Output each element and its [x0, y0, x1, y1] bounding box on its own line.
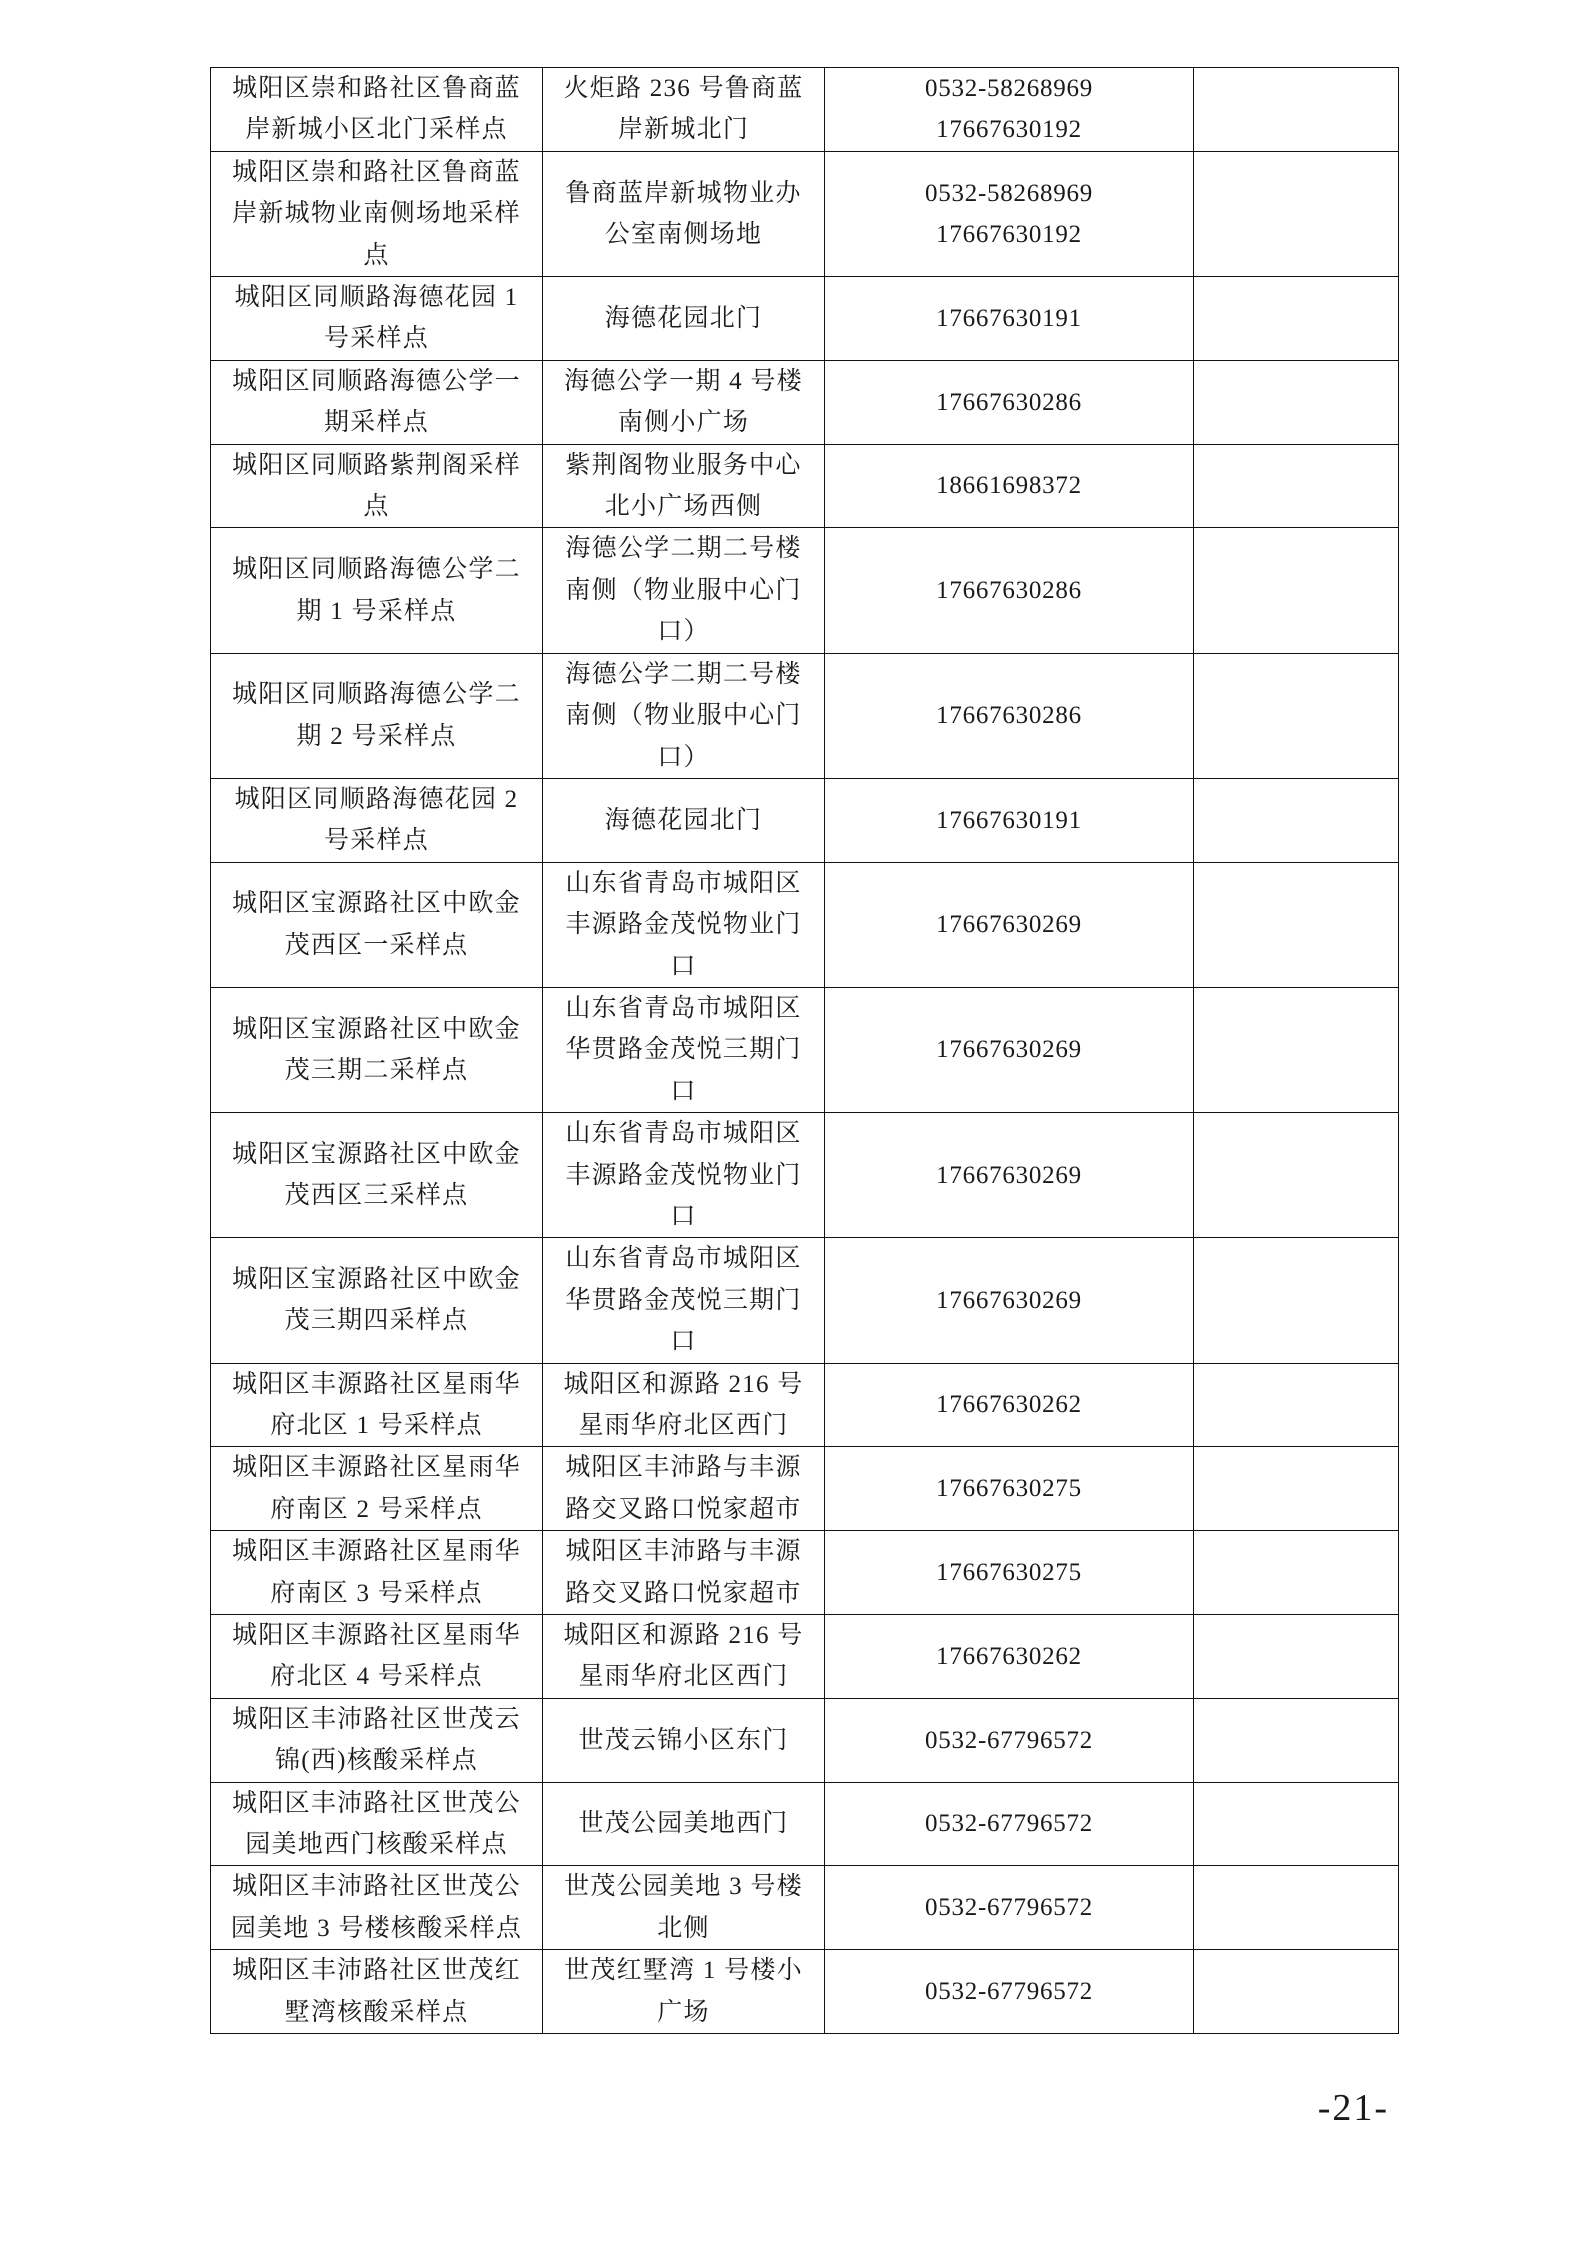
site-name-cell: 城阳区宝源路社区中欧金茂西区一采样点	[211, 862, 543, 987]
table-row	[211, 1447, 1399, 1531]
table-row	[211, 444, 1399, 528]
site-name-cell: 城阳区同顺路海德公学一期采样点	[211, 360, 543, 444]
address-cell: 世茂红墅湾 1 号楼小广场	[543, 1950, 825, 2034]
address-cell: 山东省青岛市城阳区华贯路金茂悦三期门口	[543, 987, 825, 1112]
phone-cell: 17667630191	[825, 277, 1194, 361]
phone-cell: 17667630286	[825, 360, 1194, 444]
address-cell: 海德公学一期 4 号楼南侧小广场	[543, 360, 825, 444]
remark-cell	[1194, 1782, 1399, 1866]
remark-cell	[1194, 1615, 1399, 1699]
remark-cell	[1194, 1531, 1399, 1615]
site-name-cell: 城阳区宝源路社区中欧金茂西区三采样点	[211, 1113, 543, 1238]
table-row	[211, 1113, 1399, 1238]
remark-cell	[1194, 1363, 1399, 1447]
address-cell: 世茂公园美地 3 号楼北侧	[543, 1866, 825, 1950]
phone-cell: 17667630262	[825, 1363, 1194, 1447]
site-name-cell: 城阳区丰源路社区星雨华府南区 3 号采样点	[211, 1531, 543, 1615]
table-row	[211, 1615, 1399, 1699]
address-cell: 城阳区丰沛路与丰源路交叉路口悦家超市	[543, 1447, 825, 1531]
site-name-cell: 城阳区同顺路海德公学二期 1 号采样点	[211, 528, 543, 653]
address-cell: 世茂公园美地西门	[543, 1782, 825, 1866]
site-name-cell: 城阳区崇和路社区鲁商蓝岸新城小区北门采样点	[211, 68, 543, 152]
address-cell: 城阳区和源路 216 号星雨华府北区西门	[543, 1363, 825, 1447]
table-row	[211, 1866, 1399, 1950]
address-cell: 紫荆阁物业服务中心北小广场西侧	[543, 444, 825, 528]
site-name-cell: 城阳区丰源路社区星雨华府南区 2 号采样点	[211, 1447, 543, 1531]
address-cell: 世茂云锦小区东门	[543, 1698, 825, 1782]
remark-cell	[1194, 653, 1399, 778]
site-name-cell: 城阳区丰沛路社区世茂云锦(西)核酸采样点	[211, 1698, 543, 1782]
table-row	[211, 1782, 1399, 1866]
phone-cell: 17667630262	[825, 1615, 1194, 1699]
phone-cell: 17667630275	[825, 1447, 1194, 1531]
remark-cell	[1194, 1866, 1399, 1950]
phone-cell: 0532-58268969 17667630192	[825, 68, 1194, 152]
table-row	[211, 68, 1399, 152]
remark-cell	[1194, 68, 1399, 152]
remark-cell	[1194, 778, 1399, 862]
table-row	[211, 277, 1399, 361]
site-name-cell: 城阳区丰沛路社区世茂红墅湾核酸采样点	[211, 1950, 543, 2034]
sampling-site-table	[210, 67, 1399, 2034]
site-name-cell: 城阳区同顺路海德花园 1 号采样点	[211, 277, 543, 361]
address-cell: 海德公学二期二号楼南侧（物业服中心门口）	[543, 528, 825, 653]
site-name-cell: 城阳区宝源路社区中欧金茂三期四采样点	[211, 1238, 543, 1363]
address-cell: 海德公学二期二号楼南侧（物业服中心门口）	[543, 653, 825, 778]
phone-cell: 18661698372	[825, 444, 1194, 528]
table-row	[211, 1363, 1399, 1447]
site-name-cell: 城阳区丰源路社区星雨华府北区 1 号采样点	[211, 1363, 543, 1447]
remark-cell	[1194, 1447, 1399, 1531]
table-row	[211, 778, 1399, 862]
remark-cell	[1194, 277, 1399, 361]
phone-cell: 17667630275	[825, 1531, 1194, 1615]
address-cell: 山东省青岛市城阳区华贯路金茂悦三期门口	[543, 1238, 825, 1363]
address-cell: 火炬路 236 号鲁商蓝岸新城北门	[543, 68, 825, 152]
phone-cell: 17667630191	[825, 778, 1194, 862]
phone-cell: 0532-67796572	[825, 1950, 1194, 2034]
phone-cell: 0532-67796572	[825, 1866, 1194, 1950]
table-row	[211, 653, 1399, 778]
phone-cell: 0532-67796572	[825, 1698, 1194, 1782]
site-name-cell: 城阳区丰沛路社区世茂公园美地西门核酸采样点	[211, 1782, 543, 1866]
phone-cell: 17667630286	[825, 653, 1194, 778]
phone-cell: 0532-58268969 17667630192	[825, 151, 1194, 276]
address-cell: 城阳区和源路 216 号星雨华府北区西门	[543, 1615, 825, 1699]
page-number: -21-	[1317, 2087, 1389, 2129]
remark-cell	[1194, 528, 1399, 653]
address-cell: 城阳区丰沛路与丰源路交叉路口悦家超市	[543, 1531, 825, 1615]
table-row	[211, 1698, 1399, 1782]
table-row	[211, 1531, 1399, 1615]
remark-cell	[1194, 444, 1399, 528]
phone-cell: 17667630269	[825, 1238, 1194, 1363]
phone-cell: 17667630269	[825, 987, 1194, 1112]
site-name-cell: 城阳区丰源路社区星雨华府北区 4 号采样点	[211, 1615, 543, 1699]
remark-cell	[1194, 987, 1399, 1112]
remark-cell	[1194, 360, 1399, 444]
phone-cell: 17667630286	[825, 528, 1194, 653]
table-row	[211, 151, 1399, 276]
phone-cell: 0532-67796572	[825, 1782, 1194, 1866]
address-cell: 海德花园北门	[543, 277, 825, 361]
address-cell: 海德花园北门	[543, 778, 825, 862]
remark-cell	[1194, 1113, 1399, 1238]
table-row	[211, 862, 1399, 987]
table-row	[211, 1238, 1399, 1363]
table-row	[211, 360, 1399, 444]
site-name-cell: 城阳区同顺路紫荆阁采样点	[211, 444, 543, 528]
site-name-cell: 城阳区同顺路海德公学二期 2 号采样点	[211, 653, 543, 778]
table-row	[211, 987, 1399, 1112]
address-cell: 山东省青岛市城阳区丰源路金茂悦物业门口	[543, 1113, 825, 1238]
remark-cell	[1194, 1950, 1399, 2034]
address-cell: 山东省青岛市城阳区丰源路金茂悦物业门口	[543, 862, 825, 987]
site-name-cell: 城阳区宝源路社区中欧金茂三期二采样点	[211, 987, 543, 1112]
site-name-cell: 城阳区丰沛路社区世茂公园美地 3 号楼核酸采样点	[211, 1866, 543, 1950]
remark-cell	[1194, 151, 1399, 276]
site-name-cell: 城阳区崇和路社区鲁商蓝岸新城物业南侧场地采样点	[211, 151, 543, 276]
address-cell: 鲁商蓝岸新城物业办公室南侧场地	[543, 151, 825, 276]
remark-cell	[1194, 862, 1399, 987]
table-row	[211, 528, 1399, 653]
remark-cell	[1194, 1698, 1399, 1782]
table-row	[211, 1950, 1399, 2034]
site-name-cell: 城阳区同顺路海德花园 2 号采样点	[211, 778, 543, 862]
phone-cell: 17667630269	[825, 1113, 1194, 1238]
remark-cell	[1194, 1238, 1399, 1363]
phone-cell: 17667630269	[825, 862, 1194, 987]
